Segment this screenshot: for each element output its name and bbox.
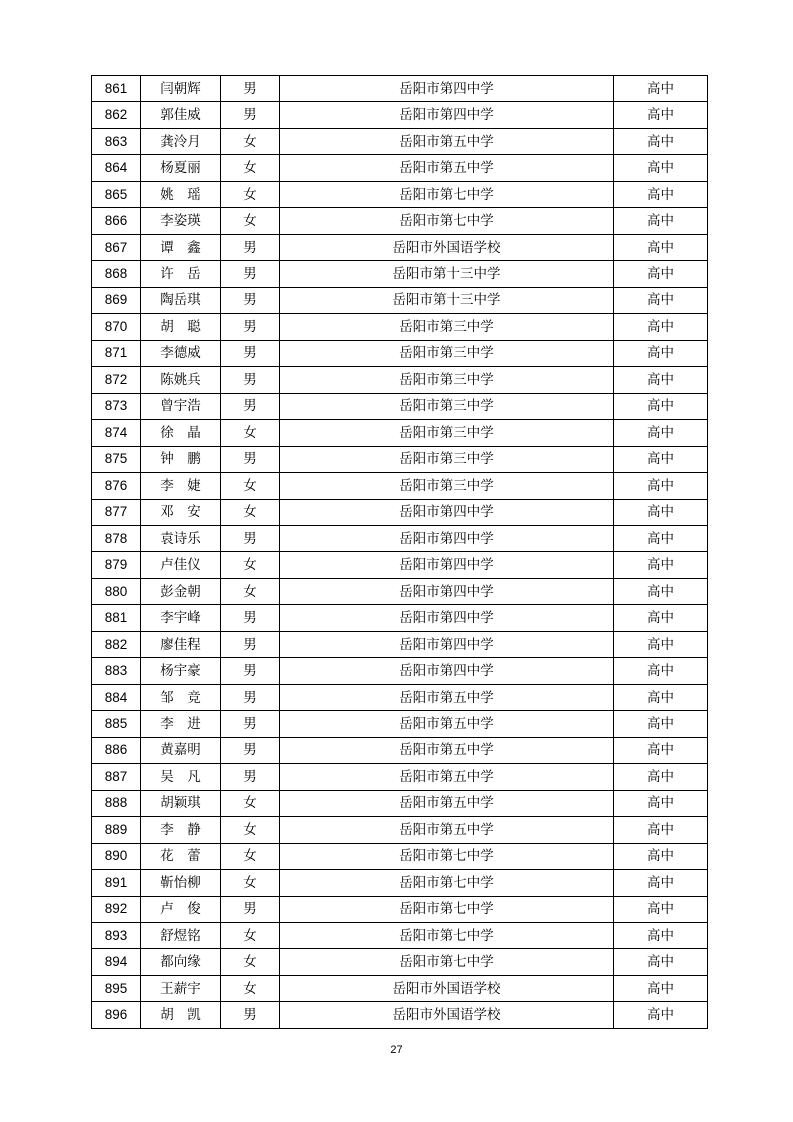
- school-cell: 岳阳市第四中学: [280, 552, 614, 578]
- name-cell: 王薪宇: [141, 975, 221, 1001]
- level-cell: 高中: [614, 234, 708, 260]
- table-row: [92, 499, 708, 525]
- name-cell: 胡颖琪: [141, 790, 221, 816]
- name-cell: 李姿瑛: [141, 208, 221, 234]
- gender-cell: 男: [221, 764, 280, 790]
- name-cell: 李宇峰: [141, 605, 221, 631]
- table-row: [92, 261, 708, 287]
- school-cell: 岳阳市第四中学: [280, 499, 614, 525]
- level-cell: 高中: [614, 76, 708, 102]
- gender-cell: 女: [221, 208, 280, 234]
- page-number: 27: [390, 1044, 403, 1056]
- school-cell: 岳阳市第四中学: [280, 605, 614, 631]
- level-cell: 高中: [614, 552, 708, 578]
- row-number-cell: 877: [92, 499, 141, 525]
- gender-cell: 女: [221, 949, 280, 975]
- table-row: [92, 631, 708, 657]
- school-cell: 岳阳市第五中学: [280, 711, 614, 737]
- gender-cell: 女: [221, 552, 280, 578]
- gender-cell: 男: [221, 234, 280, 260]
- table-row: [92, 446, 708, 472]
- level-cell: 高中: [614, 764, 708, 790]
- gender-cell: 女: [221, 128, 280, 154]
- row-number-cell: 872: [92, 367, 141, 393]
- name-cell: 钟 鹏: [141, 446, 221, 472]
- table-row: [92, 658, 708, 684]
- name-cell: 杨宇豪: [141, 658, 221, 684]
- gender-cell: 男: [221, 737, 280, 763]
- name-cell: 花 蕾: [141, 843, 221, 869]
- gender-cell: 男: [221, 525, 280, 551]
- level-cell: 高中: [614, 287, 708, 313]
- level-cell: 高中: [614, 790, 708, 816]
- table-row: [92, 314, 708, 340]
- row-number-cell: 884: [92, 684, 141, 710]
- gender-cell: 男: [221, 711, 280, 737]
- name-cell: 胡 聪: [141, 314, 221, 340]
- school-cell: 岳阳市第四中学: [280, 578, 614, 604]
- name-cell: 李 进: [141, 711, 221, 737]
- name-cell: 谭 鑫: [141, 234, 221, 260]
- table-row: [92, 764, 708, 790]
- row-number-cell: 881: [92, 605, 141, 631]
- level-cell: 高中: [614, 923, 708, 949]
- school-cell: 岳阳市第五中学: [280, 790, 614, 816]
- level-cell: 高中: [614, 975, 708, 1001]
- school-cell: 岳阳市第四中学: [280, 76, 614, 102]
- name-cell: 陈姚兵: [141, 367, 221, 393]
- name-cell: 吴 凡: [141, 764, 221, 790]
- table-row: [92, 552, 708, 578]
- school-cell: 岳阳市第七中学: [280, 181, 614, 207]
- gender-cell: 男: [221, 446, 280, 472]
- level-cell: 高中: [614, 896, 708, 922]
- table-row: [92, 420, 708, 446]
- level-cell: 高中: [614, 208, 708, 234]
- table-row: [92, 234, 708, 260]
- school-cell: 岳阳市外国语学校: [280, 975, 614, 1001]
- school-cell: 岳阳市第三中学: [280, 367, 614, 393]
- row-number-cell: 886: [92, 737, 141, 763]
- row-number-cell: 875: [92, 446, 141, 472]
- table-row: [92, 181, 708, 207]
- row-number-cell: 867: [92, 234, 141, 260]
- table-row: [92, 578, 708, 604]
- gender-cell: 男: [221, 631, 280, 657]
- row-number-cell: 880: [92, 578, 141, 604]
- gender-cell: 男: [221, 340, 280, 366]
- table-row: [92, 473, 708, 499]
- level-cell: 高中: [614, 631, 708, 657]
- gender-cell: 男: [221, 287, 280, 313]
- school-cell: 岳阳市外国语学校: [280, 1002, 614, 1028]
- school-cell: 岳阳市第十三中学: [280, 287, 614, 313]
- name-cell: 黄嘉明: [141, 737, 221, 763]
- level-cell: 高中: [614, 1002, 708, 1028]
- row-number-cell: 895: [92, 975, 141, 1001]
- name-cell: 郭佳威: [141, 102, 221, 128]
- table-row: [92, 525, 708, 551]
- name-cell: 闫朝辉: [141, 76, 221, 102]
- row-number-cell: 882: [92, 631, 141, 657]
- name-cell: 廖佳程: [141, 631, 221, 657]
- name-cell: 都向缘: [141, 949, 221, 975]
- school-cell: 岳阳市第七中学: [280, 843, 614, 869]
- row-number-cell: 891: [92, 870, 141, 896]
- table-row: [92, 367, 708, 393]
- row-number-cell: 887: [92, 764, 141, 790]
- name-cell: 卢佳仪: [141, 552, 221, 578]
- name-cell: 杨夏丽: [141, 155, 221, 181]
- name-cell: 曾宇浩: [141, 393, 221, 419]
- level-cell: 高中: [614, 870, 708, 896]
- name-cell: 卢 俊: [141, 896, 221, 922]
- school-cell: 岳阳市第四中学: [280, 658, 614, 684]
- school-cell: 岳阳市第三中学: [280, 446, 614, 472]
- school-cell: 岳阳市第五中学: [280, 128, 614, 154]
- name-cell: 李 婕: [141, 473, 221, 499]
- table-body: [92, 76, 708, 1029]
- row-number-cell: 892: [92, 896, 141, 922]
- school-cell: 岳阳市外国语学校: [280, 234, 614, 260]
- school-cell: 岳阳市第五中学: [280, 764, 614, 790]
- table-row: [92, 843, 708, 869]
- level-cell: 高中: [614, 473, 708, 499]
- row-number-cell: 866: [92, 208, 141, 234]
- level-cell: 高中: [614, 737, 708, 763]
- table-row: [92, 76, 708, 102]
- level-cell: 高中: [614, 102, 708, 128]
- gender-cell: 女: [221, 181, 280, 207]
- row-number-cell: 888: [92, 790, 141, 816]
- row-number-cell: 868: [92, 261, 141, 287]
- gender-cell: 女: [221, 870, 280, 896]
- gender-cell: 男: [221, 605, 280, 631]
- row-number-cell: 883: [92, 658, 141, 684]
- level-cell: 高中: [614, 446, 708, 472]
- row-number-cell: 879: [92, 552, 141, 578]
- level-cell: 高中: [614, 393, 708, 419]
- gender-cell: 女: [221, 790, 280, 816]
- row-number-cell: 863: [92, 128, 141, 154]
- school-cell: 岳阳市第七中学: [280, 923, 614, 949]
- row-number-cell: 873: [92, 393, 141, 419]
- row-number-cell: 893: [92, 923, 141, 949]
- school-cell: 岳阳市第三中学: [280, 420, 614, 446]
- school-cell: 岳阳市第五中学: [280, 684, 614, 710]
- gender-cell: 男: [221, 1002, 280, 1028]
- gender-cell: 女: [221, 499, 280, 525]
- school-cell: 岳阳市第七中学: [280, 208, 614, 234]
- row-number-cell: 870: [92, 314, 141, 340]
- row-number-cell: 896: [92, 1002, 141, 1028]
- table-row: [92, 155, 708, 181]
- gender-cell: 男: [221, 76, 280, 102]
- name-cell: 龚泠月: [141, 128, 221, 154]
- gender-cell: 女: [221, 155, 280, 181]
- gender-cell: 男: [221, 314, 280, 340]
- level-cell: 高中: [614, 711, 708, 737]
- row-number-cell: 865: [92, 181, 141, 207]
- level-cell: 高中: [614, 658, 708, 684]
- name-cell: 李德威: [141, 340, 221, 366]
- row-number-cell: 890: [92, 843, 141, 869]
- row-number-cell: 876: [92, 473, 141, 499]
- row-number-cell: 864: [92, 155, 141, 181]
- level-cell: 高中: [614, 605, 708, 631]
- gender-cell: 女: [221, 473, 280, 499]
- table-row: [92, 975, 708, 1001]
- school-cell: 岳阳市第三中学: [280, 473, 614, 499]
- row-number-cell: 871: [92, 340, 141, 366]
- table-row: [92, 870, 708, 896]
- row-number-cell: 862: [92, 102, 141, 128]
- level-cell: 高中: [614, 949, 708, 975]
- table-row: [92, 1002, 708, 1028]
- school-cell: 岳阳市第三中学: [280, 393, 614, 419]
- name-cell: 舒煜铭: [141, 923, 221, 949]
- table-row: [92, 711, 708, 737]
- table-row: [92, 128, 708, 154]
- table-row: [92, 287, 708, 313]
- table-row: [92, 393, 708, 419]
- level-cell: 高中: [614, 817, 708, 843]
- school-cell: 岳阳市第五中学: [280, 737, 614, 763]
- row-number-cell: 861: [92, 76, 141, 102]
- name-cell: 彭金朝: [141, 578, 221, 604]
- name-cell: 许 岳: [141, 261, 221, 287]
- gender-cell: 男: [221, 393, 280, 419]
- gender-cell: 男: [221, 102, 280, 128]
- table-row: [92, 684, 708, 710]
- table-row: [92, 605, 708, 631]
- gender-cell: 女: [221, 975, 280, 1001]
- level-cell: 高中: [614, 340, 708, 366]
- name-cell: 靳怡柳: [141, 870, 221, 896]
- gender-cell: 女: [221, 817, 280, 843]
- name-cell: 姚 瑶: [141, 181, 221, 207]
- table-row: [92, 896, 708, 922]
- level-cell: 高中: [614, 525, 708, 551]
- table-row: [92, 790, 708, 816]
- school-cell: 岳阳市第七中学: [280, 870, 614, 896]
- level-cell: 高中: [614, 420, 708, 446]
- table-row: [92, 102, 708, 128]
- gender-cell: 女: [221, 923, 280, 949]
- table-row: [92, 949, 708, 975]
- school-cell: 岳阳市第三中学: [280, 340, 614, 366]
- table-row: [92, 340, 708, 366]
- school-cell: 岳阳市第四中学: [280, 525, 614, 551]
- school-cell: 岳阳市第三中学: [280, 314, 614, 340]
- name-cell: 胡 凯: [141, 1002, 221, 1028]
- name-cell: 李 静: [141, 817, 221, 843]
- level-cell: 高中: [614, 261, 708, 287]
- level-cell: 高中: [614, 367, 708, 393]
- school-cell: 岳阳市第五中学: [280, 817, 614, 843]
- row-number-cell: 878: [92, 525, 141, 551]
- level-cell: 高中: [614, 684, 708, 710]
- table-row: [92, 737, 708, 763]
- level-cell: 高中: [614, 314, 708, 340]
- gender-cell: 女: [221, 420, 280, 446]
- gender-cell: 男: [221, 658, 280, 684]
- level-cell: 高中: [614, 578, 708, 604]
- school-cell: 岳阳市第四中学: [280, 102, 614, 128]
- name-cell: 徐 晶: [141, 420, 221, 446]
- table-row: [92, 817, 708, 843]
- student-list-table: [91, 75, 708, 1029]
- school-cell: 岳阳市第七中学: [280, 949, 614, 975]
- school-cell: 岳阳市第五中学: [280, 155, 614, 181]
- row-number-cell: 889: [92, 817, 141, 843]
- gender-cell: 男: [221, 896, 280, 922]
- level-cell: 高中: [614, 155, 708, 181]
- row-number-cell: 894: [92, 949, 141, 975]
- table-row: [92, 208, 708, 234]
- row-number-cell: 874: [92, 420, 141, 446]
- row-number-cell: 869: [92, 287, 141, 313]
- level-cell: 高中: [614, 128, 708, 154]
- table-row: [92, 923, 708, 949]
- gender-cell: 女: [221, 578, 280, 604]
- row-number-cell: 885: [92, 711, 141, 737]
- school-cell: 岳阳市第四中学: [280, 631, 614, 657]
- gender-cell: 男: [221, 367, 280, 393]
- level-cell: 高中: [614, 499, 708, 525]
- level-cell: 高中: [614, 181, 708, 207]
- name-cell: 陶岳琪: [141, 287, 221, 313]
- gender-cell: 男: [221, 261, 280, 287]
- school-cell: 岳阳市第七中学: [280, 896, 614, 922]
- name-cell: 邹 竞: [141, 684, 221, 710]
- level-cell: 高中: [614, 843, 708, 869]
- gender-cell: 女: [221, 843, 280, 869]
- name-cell: 袁诗乐: [141, 525, 221, 551]
- name-cell: 邓 安: [141, 499, 221, 525]
- gender-cell: 男: [221, 684, 280, 710]
- school-cell: 岳阳市第十三中学: [280, 261, 614, 287]
